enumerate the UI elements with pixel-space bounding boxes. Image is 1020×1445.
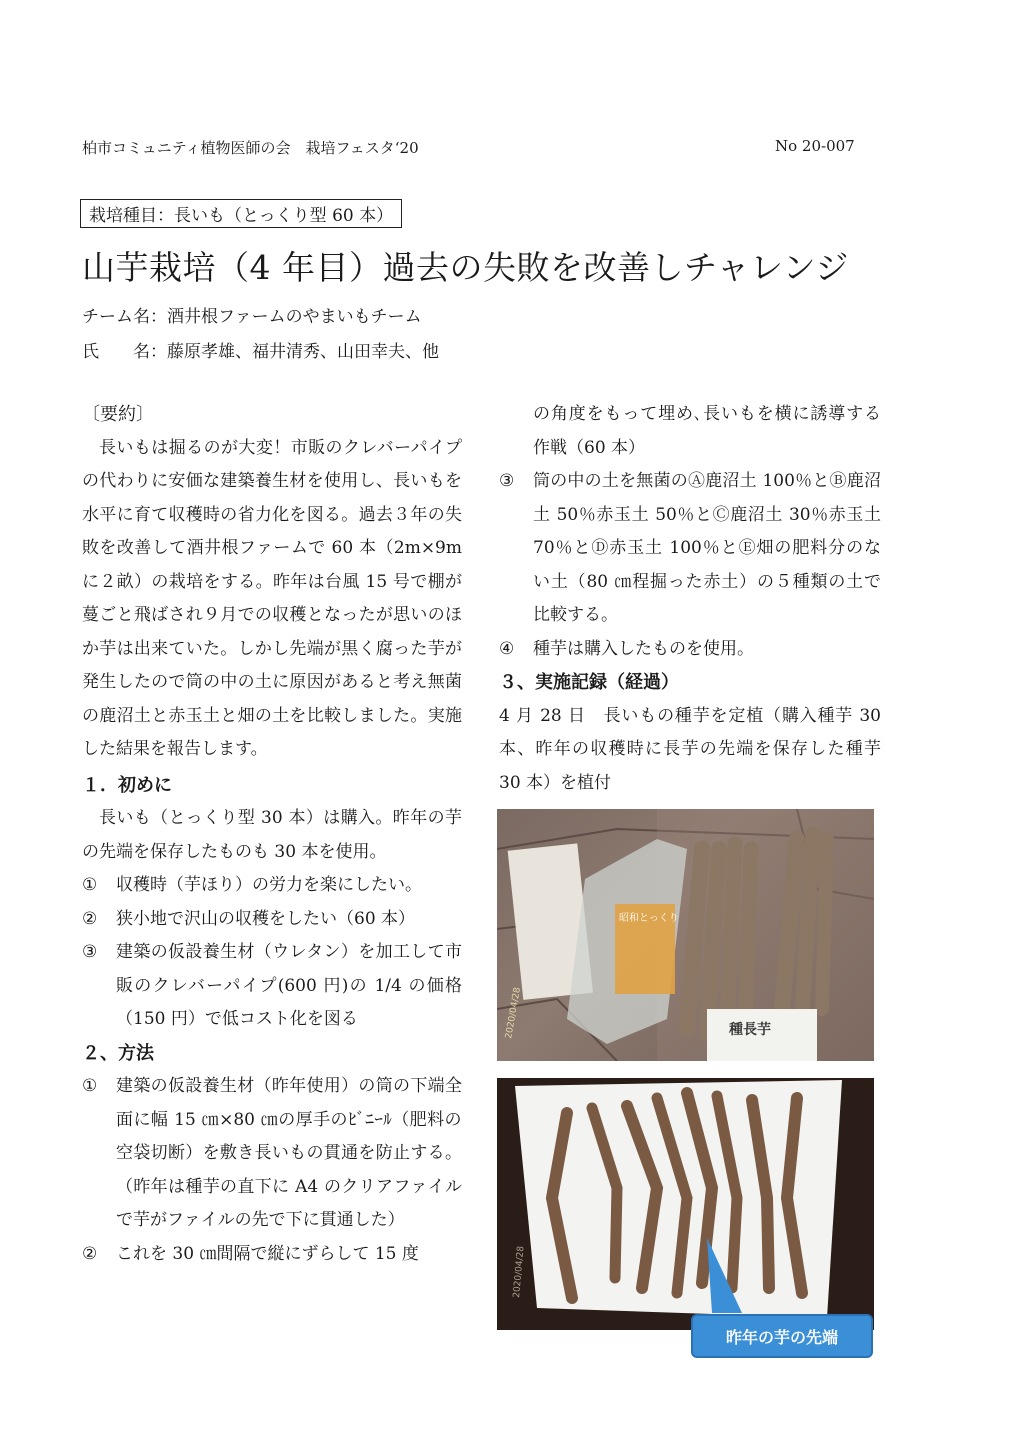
- yam-tips-illustration: [497, 1078, 874, 1330]
- item-text: 種芋は購入したものを使用。: [533, 638, 754, 659]
- intro-body: 長いも（とっくり型 30 本）は購入。昨年の芋の先端を保存したものも 30 本を使用。: [82, 808, 462, 862]
- item-text: 収穫時（芋ほり）の労力を楽にしたい。: [116, 875, 422, 895]
- header-org-event: 柏市コミュニティ植物医師の会 栽培フェスタ‘20: [82, 139, 419, 157]
- item-number: ③: [82, 942, 98, 962]
- method-item: [499, 633, 881, 667]
- header-doc-number: No 20-007: [775, 137, 855, 155]
- seed-yam-illustration: [497, 809, 874, 1061]
- yam-tips-photo: [497, 1078, 874, 1330]
- intro-item: [82, 903, 462, 937]
- item-text: 建築の仮設養生材（昨年使用）の筒の下端全面に幅 15 ㎝×80 ㎝の厚手のﾋﾞﾆｰﾙ（肥料の空袋切断）を敷き長いもの貫通を防止する。（昨年は種芋の直下に A4 のクリアファイルで芋がファイルの先で下に貫通した）: [116, 1076, 462, 1230]
- member-names: 氏 名：藤原孝雄、福井清秀、山田幸夫、他: [82, 342, 439, 362]
- item-text: これを 30 ㎝間隔で縦にずらして 15 度: [116, 1243, 419, 1264]
- method-item: [499, 465, 881, 633]
- item-text: の角度をもって埋め､長いもを横に誘導する作戦（60 本）: [533, 404, 881, 458]
- cultivation-item-tag: 栽培種目：長いも（とっくり型 60 本）: [80, 199, 402, 228]
- item-number: ①: [82, 875, 98, 895]
- method-item: [82, 1238, 462, 1272]
- item-number: ①: [82, 1076, 98, 1096]
- box-label: 種長芋: [729, 1022, 771, 1038]
- left-column: [82, 398, 462, 1271]
- summary-heading: 〔要約〕: [82, 404, 154, 425]
- right-column: [499, 398, 881, 800]
- record-body: 4 月 28 日 長いもの種芋を定植（購入種芋 30 本、昨年の収穫時に長芋の先端を保存した種芋 30 本）を植付: [499, 705, 881, 793]
- callout-label: 昨年の芋の先端: [691, 1314, 873, 1358]
- page-title: 山芋栽培（4 年目）過去の失敗を改善しチャレンジ: [82, 248, 849, 287]
- method-item: [82, 1070, 462, 1238]
- item-text: 狭小地で沢山の収穫をしたい（60 本）: [116, 908, 416, 929]
- team-name: チーム名：酒井根ファームのやまいもチーム: [82, 307, 422, 327]
- photo-date: 2020/04/28: [512, 1245, 527, 1299]
- item-number: ②: [82, 1243, 98, 1264]
- intro-item: [82, 869, 462, 903]
- item-text: 筒の中の土を無菌のⒶ鹿沼土 100％とⒷ鹿沼土 50％赤玉土 50％とⒸ鹿沼土 30％赤玉土 70％とⒹ赤玉土 100％とⒺ畑の肥料分のない土（80 ㎝程掘った赤土）の５種類の土で比較する。: [533, 471, 881, 625]
- bag-label: 昭和とっくり: [619, 913, 679, 924]
- item-number: ③: [499, 471, 515, 491]
- record-heading: ３、実施記録（経過）: [499, 672, 679, 693]
- photo-date: 2020/04/28: [504, 986, 523, 1040]
- item-text: 建築の仮設養生材（ウレタン）を加工して市販のクレバーパイプ(600 円)の 1/4 の価格（150 円）で低コスト化を図る: [116, 942, 462, 1029]
- item-number: ②: [82, 908, 98, 929]
- method-item-continued: [499, 398, 881, 465]
- method-heading: ２、方法: [82, 1042, 154, 1064]
- intro-heading: １．初めに: [82, 774, 172, 796]
- seed-yam-photo: [497, 809, 874, 1061]
- item-number: [499, 398, 533, 465]
- item-number: ④: [499, 638, 515, 659]
- intro-item: [82, 936, 462, 1037]
- summary-body: 長いもは掘るのが大変！市販のクレバーパイプの代わりに安価な建築養生材を使用し、長いもを水平に育て収穫時の省力化を図る。過去３年の失敗を改善して酒井根ファームで 60 本（2m×9m に２畝）の栽培をする。昨年は台風 15 号で棚が蔓ごと飛ばされ９月での収穫となったが思いのほか芋は出来ていた。しかし先端が黒く腐った芋が発生したので筒の中の土に原因があると考え無菌の鹿沼土と赤玉土と畑の土を比較しました。実施した結果を報告します。: [82, 437, 462, 759]
